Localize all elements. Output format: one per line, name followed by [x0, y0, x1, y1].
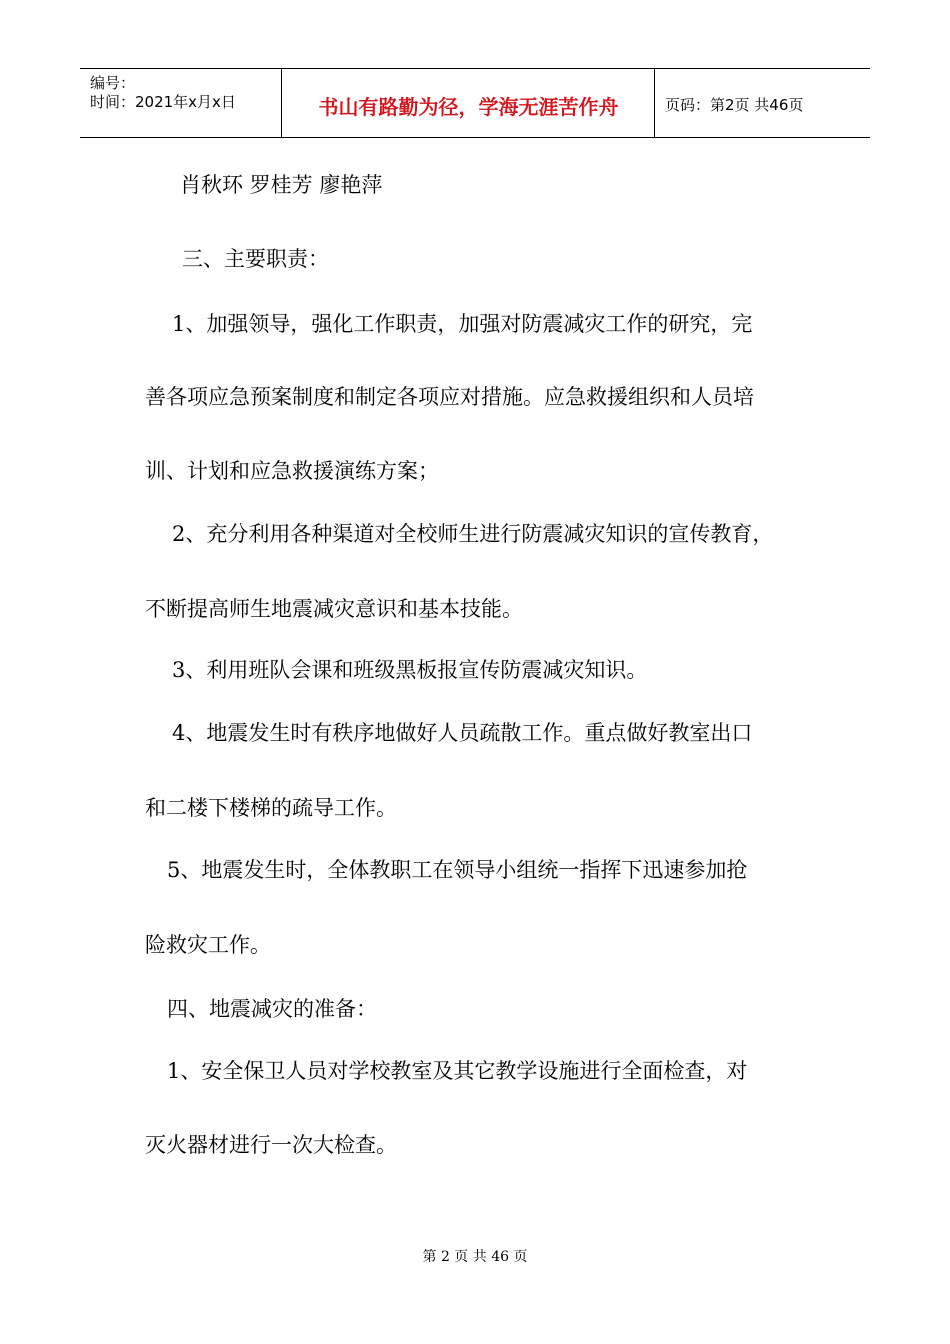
body-line: 灭火器材进行一次大检查。: [145, 1133, 397, 1157]
body-line: 不断提高师生地震减灾意识和基本技能。: [145, 597, 523, 621]
body-line: 险救灾工作。: [145, 933, 271, 957]
header-meta-cell: [80, 69, 282, 137]
body-line: 5、地震发生时，全体教职工在领导小组统一指挥下迅速参加抢: [167, 858, 748, 882]
body-line: 4、地震发生时有秩序地做好人员疏散工作。重点做好教室出口: [172, 721, 753, 745]
body-line: 3、利用班队会课和班级黑板报宣传防震减灾知识。: [172, 658, 648, 682]
header-page-cell: [655, 69, 870, 137]
body-line: 1、安全保卫人员对学校教室及其它教学设施进行全面检查，对: [167, 1059, 748, 1083]
body-line: 善各项应急预案制度和制定各项应对措施。应急救援组织和人员培: [145, 385, 754, 409]
number-label: 编号：: [90, 74, 136, 92]
page-info: 页码：第2页 共46页: [665, 96, 804, 114]
body-line: 2、充分利用各种渠道对全校师生进行防震减灾知识的宣传教育，: [172, 522, 774, 546]
section-heading: 三、主要职责：: [182, 247, 329, 271]
document-header: [80, 68, 870, 138]
section-heading: 四、地震减灾的准备：: [167, 997, 377, 1021]
motto-text: 书山有路勤为径，学海无涯苦作舟: [318, 95, 619, 119]
body-line: 1、加强领导，强化工作职责，加强对防震减灾工作的研究，完: [172, 312, 753, 336]
body-line: 和二楼下楼梯的疏导工作。: [145, 796, 397, 820]
time-label: 时间：2021年x月x日: [90, 93, 236, 111]
header-motto-cell: [282, 69, 655, 137]
body-line: 训、计划和应急救援演练方案；: [145, 459, 439, 483]
body-line: 肖秋环 罗桂芳 廖艳萍: [180, 173, 383, 197]
page-footer: 第 2 页 共 46 页: [422, 1249, 528, 1265]
